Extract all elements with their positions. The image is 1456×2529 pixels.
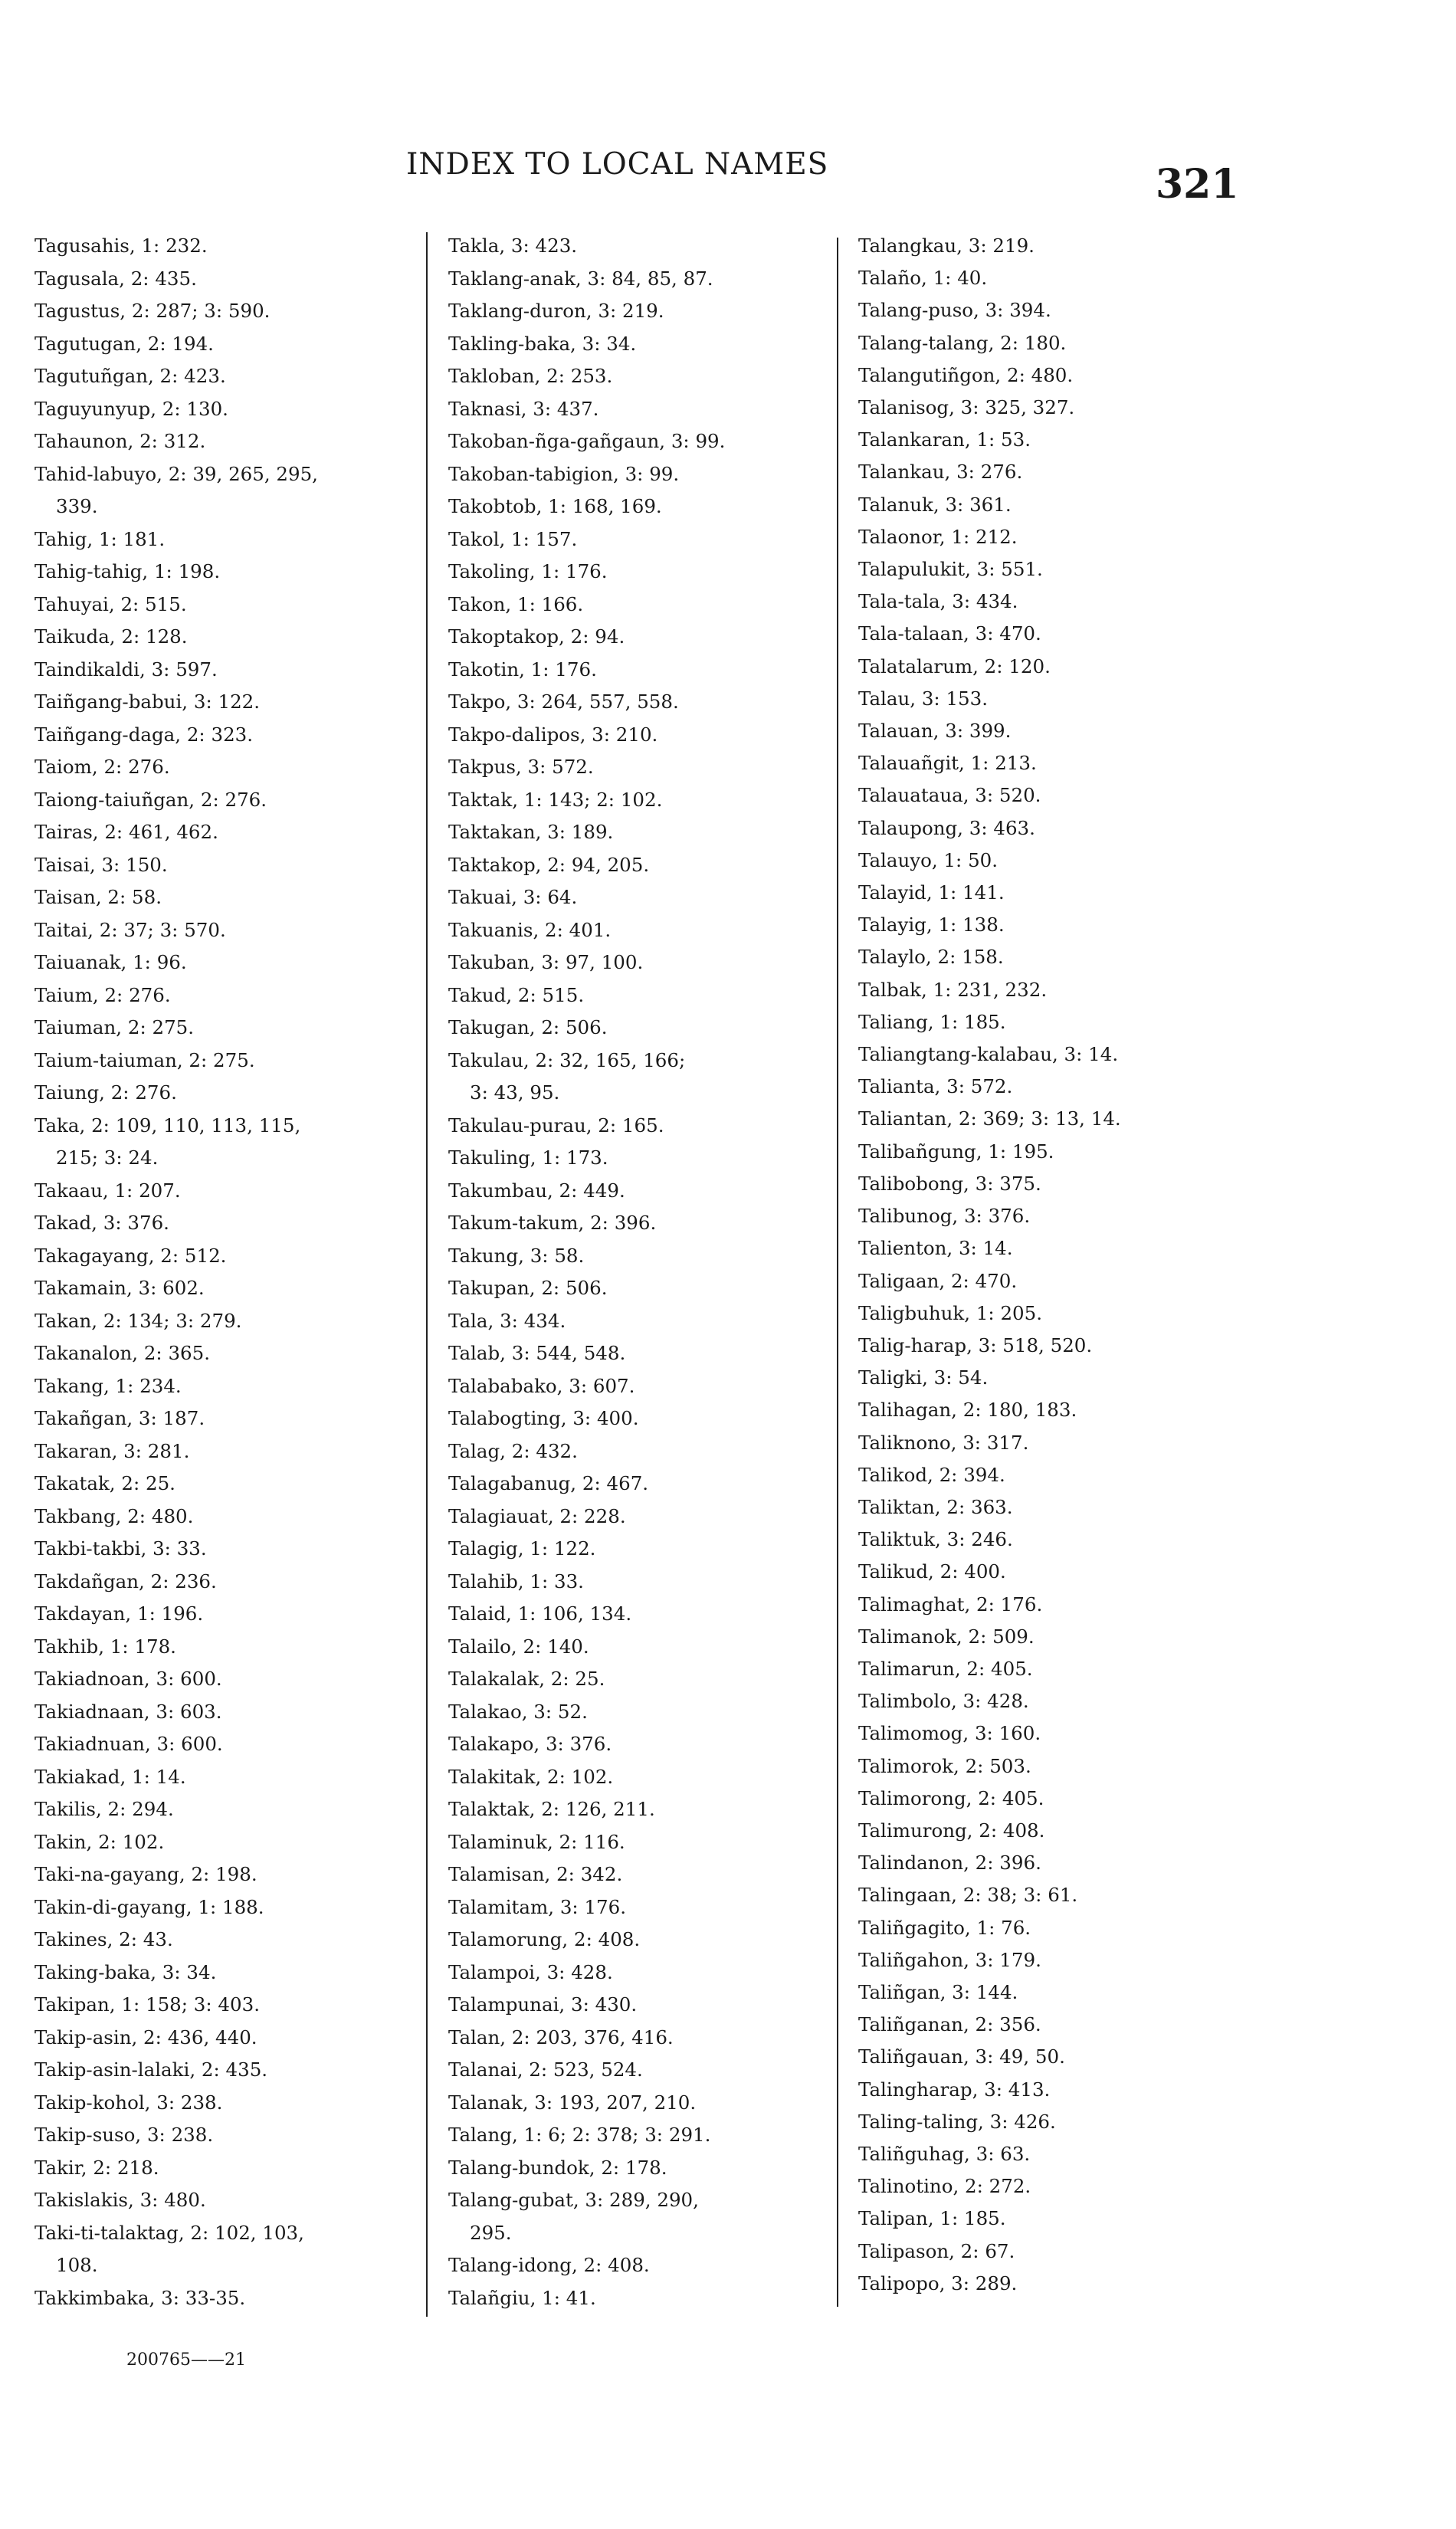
index-entry: Takuling, 1: 173. [448, 1146, 608, 1169]
index-entry: Talangutiñgon, 2: 480. [858, 363, 1074, 386]
index-entry: Talangkau, 3: 219. [858, 235, 1035, 257]
index-entry: Takuanis, 2: 401. [448, 918, 612, 941]
index-entry: Taki-na-gayang, 2: 198. [34, 1863, 257, 1885]
index-entry: Talaktak, 2: 126, 211. [448, 1798, 655, 1820]
index-entry: Tala, 3: 434. [448, 1309, 566, 1332]
index-entry: Takbang, 2: 480. [34, 1504, 194, 1527]
index-entry: Takaau, 1: 207. [34, 1179, 181, 1202]
index-entry: Takol, 1: 157. [448, 527, 578, 550]
index-entry: Talimbolo, 3: 428. [858, 1690, 1029, 1713]
index-entry: Talamorung, 2: 408. [448, 1928, 641, 1950]
index-entry: Taium, 2: 276. [34, 983, 171, 1006]
index-entry: Talagabanug, 2: 467. [448, 1472, 649, 1494]
page-number: 321 [1156, 161, 1239, 208]
index-entry: Takamain, 3: 602. [34, 1277, 205, 1299]
index-entry: Talañgiu, 1: 41. [448, 2286, 596, 2309]
index-entry: Talayig, 1: 138. [858, 914, 1005, 936]
index-entry: 3: 43, 95. [470, 1081, 560, 1104]
index-entry: Taiom, 2: 276. [34, 756, 170, 778]
index-entry: Taindikaldi, 3: 597. [34, 658, 218, 681]
index-entry: Talauataua, 3: 520. [858, 784, 1041, 807]
printer-signature: 200765——21 [126, 2350, 246, 2370]
index-entry: Takulau, 2: 32, 165, 166; [448, 1048, 686, 1071]
index-entry: Takin-di-gayang, 1: 188. [34, 1895, 264, 1918]
index-entry: Talipopo, 3: 289. [858, 2272, 1018, 2294]
index-entry: Talimorong, 2: 405. [858, 1786, 1044, 1809]
index-entry: Talabogting, 3: 400. [448, 1407, 639, 1429]
index-entry: Takip-kohol, 3: 238. [34, 2091, 223, 2114]
index-entry: Takatak, 2: 25. [34, 1472, 175, 1494]
index-entry: Takkimbaka, 3: 33-35. [34, 2286, 246, 2309]
index-entry: Talakao, 3: 52. [448, 1700, 588, 1723]
index-entry: Talau, 3: 153. [858, 687, 989, 710]
index-entry: Tagustus, 2: 287; 3: 590. [34, 300, 271, 322]
index-entry: Tahuyai, 2: 515. [34, 592, 187, 615]
index-entry: Talaid, 1: 106, 134. [448, 1602, 632, 1625]
index-entry: Taliñgagito, 1: 76. [858, 1916, 1031, 1939]
index-entry: Taiñgang-daga, 2: 323. [34, 723, 254, 746]
index-entry: Takipan, 1: 158; 3: 403. [34, 1993, 260, 2016]
index-entry: Talibunog, 3: 376. [858, 1205, 1031, 1228]
index-entry: Taling-taling, 3: 426. [858, 2110, 1056, 2133]
index-entry: Takpo, 3: 264, 557, 558. [448, 690, 679, 713]
index-entry: Taliangtang-kalabau, 3: 14. [858, 1043, 1119, 1066]
index-entry: Taikuda, 2: 128. [34, 625, 188, 648]
index-entry: Talikod, 2: 394. [858, 1463, 1005, 1486]
index-entry: Takad, 3: 376. [34, 1212, 169, 1234]
index-entry: Talig-harap, 3: 518, 520. [858, 1333, 1093, 1356]
index-entry: Takañgan, 3: 187. [34, 1407, 205, 1429]
index-entry: Taligbuhuk, 1: 205. [858, 1301, 1043, 1324]
index-entry: Taktak, 1: 143; 2: 102. [448, 788, 663, 811]
index-entry: Takumbau, 2: 449. [448, 1179, 625, 1202]
index-entry: Taking-baka, 3: 34. [34, 1960, 217, 1983]
index-entry: Tahig-tahig, 1: 198. [34, 560, 221, 582]
index-entry: Talipan, 1: 185. [858, 2207, 1006, 2230]
index-entry: Taiñgang-babui, 3: 122. [34, 690, 261, 713]
index-entry: Tahid-labuyo, 2: 39, 265, 295, [34, 462, 318, 485]
index-entry: Talakitak, 2: 102. [448, 1765, 614, 1788]
index-entry: Talamisan, 2: 342. [448, 1863, 623, 1885]
index-entry: Talaminuk, 2: 116. [448, 1830, 625, 1853]
index-entry: Tagusala, 2: 435. [34, 267, 197, 290]
index-entry: Talan, 2: 203, 376, 416. [448, 2025, 674, 2048]
index-entry: Talimorok, 2: 503. [858, 1754, 1031, 1777]
index-entry: Talakapo, 3: 376. [448, 1733, 612, 1755]
index-entry: Takip-suso, 3: 238. [34, 2124, 214, 2146]
index-entry: Tairas, 2: 461, 462. [34, 821, 218, 843]
index-entry: Takilis, 2: 294. [34, 1798, 174, 1820]
index-entry: Talang-idong, 2: 408. [448, 2254, 650, 2276]
index-entry: Takiakad, 1: 14. [34, 1765, 186, 1788]
index-entry: Talahib, 1: 33. [448, 1570, 584, 1593]
index-column-3 [858, 230, 1249, 2300]
index-entry: Talimurong, 2: 408. [858, 1819, 1045, 1842]
index-entry: Takulau-purau, 2: 165. [448, 1114, 664, 1137]
index-entry: Takla, 3: 423. [448, 235, 578, 257]
index-entry: Talaño, 1: 40. [858, 267, 988, 290]
index-entry: Tagusahis, 1: 232. [34, 235, 208, 257]
index-entry: Takir, 2: 218. [34, 2156, 159, 2179]
index-entry: 108. [56, 2254, 98, 2276]
index-entry: Talayid, 1: 141. [858, 881, 1005, 904]
column-divider [837, 238, 838, 2307]
index-entry: Taiong-taiuñgan, 2: 276. [34, 788, 267, 811]
index-entry: Talingharap, 3: 413. [858, 2078, 1051, 2101]
index-entry: Talbak, 1: 231, 232. [858, 978, 1048, 1001]
index-entry: Taki-ti-talaktag, 2: 102, 103, [34, 2221, 304, 2244]
index-entry: Talankaran, 1: 53. [858, 428, 1031, 451]
index-entry: Taguyunyup, 2: 130. [34, 397, 228, 420]
index-entry: Taliñgan, 3: 144. [858, 1980, 1018, 2003]
index-entry: Takines, 2: 43. [34, 1928, 173, 1950]
index-entry: Talanai, 2: 523, 524. [448, 2058, 643, 2081]
index-entry: Talanuk, 3: 361. [858, 493, 1012, 516]
index-entry: Takpus, 3: 572. [448, 756, 594, 778]
index-entry: Takpo-dalipos, 3: 210. [448, 723, 658, 746]
index-entry: Taiuanak, 1: 96. [34, 951, 187, 973]
index-entry: Takdañgan, 2: 236. [34, 1570, 217, 1593]
index-entry: Takang, 1: 234. [34, 1374, 182, 1397]
index-entry: Talingaan, 2: 38; 3: 61. [858, 1884, 1078, 1907]
index-entry: Talababako, 3: 607. [448, 1374, 635, 1397]
index-entry: Takugan, 2: 506. [448, 1016, 608, 1038]
index-entry: 339. [56, 495, 98, 517]
index-entry: Takiadnoan, 3: 600. [34, 1668, 222, 1690]
index-entry: Talankau, 3: 276. [858, 461, 1023, 484]
index-entry: 215; 3: 24. [56, 1146, 159, 1169]
index-entry: Talampoi, 3: 428. [448, 1960, 613, 1983]
index-entry: Takagayang, 2: 512. [34, 1244, 227, 1267]
index-entry: Talagiauat, 2: 228. [448, 1504, 626, 1527]
index-entry: Takloban, 2: 253. [448, 365, 613, 387]
index-entry: Talindanon, 2: 396. [858, 1852, 1041, 1875]
index-entry: Takum-takum, 2: 396. [448, 1212, 657, 1234]
index-entry: Talagig, 1: 122. [448, 1537, 596, 1560]
index-entry: Talipason, 2: 67. [858, 2239, 1015, 2262]
index-entry: Tahaunon, 2: 312. [34, 430, 206, 452]
index-entry: Takiadnuan, 3: 600. [34, 1733, 223, 1755]
index-entry: Talaonor, 1: 212. [858, 525, 1018, 548]
index-entry: Taisai, 3: 150. [34, 853, 168, 876]
index-entry: Takling-baka, 3: 34. [448, 332, 637, 355]
index-entry: Talang, 1: 6; 2: 378; 3: 291. [448, 2124, 711, 2146]
index-entry: Talianta, 3: 572. [858, 1075, 1013, 1098]
index-entry: Takhib, 1: 178. [34, 1635, 176, 1658]
index-entry: Takud, 2: 515. [448, 983, 585, 1006]
index-entry: Talauañgit, 1: 213. [858, 752, 1037, 775]
index-entry: Takuban, 3: 97, 100. [448, 951, 644, 973]
index-column-2 [448, 230, 847, 2314]
page-header [0, 130, 1456, 215]
index-entry: Talihagan, 2: 180, 183. [858, 1399, 1077, 1422]
index-entry: Tala-tala, 3: 434. [858, 590, 1018, 613]
index-entry: Taklang-anak, 3: 84, 85, 87. [448, 267, 713, 290]
index-entry: Taka, 2: 109, 110, 113, 115, [34, 1114, 301, 1137]
index-entry: Talimarun, 2: 405. [858, 1657, 1033, 1680]
index-entry: Taktakan, 3: 189. [448, 821, 614, 843]
index-entry: Taliñguhag, 3: 63. [858, 2142, 1031, 2165]
index-entry: Talapulukit, 3: 551. [858, 558, 1043, 581]
column-divider [426, 232, 428, 2317]
index-entry: Taligaan, 2: 470. [858, 1269, 1018, 1292]
index-entry: Takoban-tabigion, 3: 99. [448, 462, 680, 485]
index-entry: Talampunai, 3: 430. [448, 1993, 638, 2016]
index-entry: Talaylo, 2: 158. [858, 946, 1004, 969]
index-entry: Talimaghat, 2: 176. [858, 1593, 1043, 1615]
index-entry: Takiadnaan, 3: 603. [34, 1700, 222, 1723]
index-entry: Tagutuñgan, 2: 423. [34, 365, 226, 387]
index-entry: Takoban-ñga-gañgaun, 3: 99. [448, 430, 726, 452]
index-entry: Taliñganan, 2: 356. [858, 2013, 1041, 2036]
running-head: INDEX TO LOCAL NAMES [406, 147, 829, 182]
index-entry: Taliktan, 2: 363. [858, 1495, 1013, 1518]
index-entry: Taiung, 2: 276. [34, 1081, 177, 1104]
index-entry: Takoptakop, 2: 94. [448, 625, 625, 648]
index-entry: Takotin, 1: 176. [448, 658, 597, 681]
index-entry: Talienton, 3: 14. [858, 1237, 1013, 1260]
index-entry: Takislakis, 3: 480. [34, 2189, 206, 2211]
index-entry: Takip-asin, 2: 436, 440. [34, 2025, 257, 2048]
index-entry: Taitai, 2: 37; 3: 570. [34, 918, 226, 941]
index-entry: Taliknono, 3: 317. [858, 1431, 1029, 1454]
index-entry: Talang-bundok, 2: 178. [448, 2156, 667, 2179]
index-entry: Talikud, 2: 400. [858, 1560, 1006, 1583]
index-entry: Taktakop, 2: 94, 205. [448, 853, 650, 876]
index-entry: Taiuman, 2: 275. [34, 1016, 195, 1038]
index-entry: Talatalarum, 2: 120. [858, 654, 1051, 677]
index-entry: Talanak, 3: 193, 207, 210. [448, 2091, 697, 2114]
index-entry: Takupan, 2: 506. [448, 1277, 608, 1299]
index-entry: Taisan, 2: 58. [34, 886, 162, 908]
index-entry: Tala-talaan, 3: 470. [858, 622, 1041, 645]
index-entry: Talaupong, 3: 463. [858, 816, 1035, 839]
index-entry: Taknasi, 3: 437. [448, 397, 599, 420]
index-entry: Takaran, 3: 281. [34, 1439, 190, 1462]
index-entry: Takin, 2: 102. [34, 1830, 165, 1853]
index-entry: Taklang-duron, 3: 219. [448, 300, 664, 322]
index-entry: Talibobong, 3: 375. [858, 1172, 1041, 1195]
index-entry: Talauyo, 1: 50. [858, 848, 999, 871]
index-column-1 [34, 230, 418, 2314]
index-entry: Talimanok, 2: 509. [858, 1625, 1035, 1648]
index-entry: Takobtob, 1: 168, 169. [448, 495, 662, 517]
index-entry: Takdayan, 1: 196. [34, 1602, 204, 1625]
index-entry: Takan, 2: 134; 3: 279. [34, 1309, 242, 1332]
index-entry: Talab, 3: 544, 548. [448, 1342, 626, 1364]
index-entry: Talang-talang, 2: 180. [858, 331, 1067, 354]
index-entry: Taliñgahon, 3: 179. [858, 1948, 1041, 1971]
index-entry: Talanisog, 3: 325, 327. [858, 396, 1075, 419]
index-entry: 295. [470, 2221, 512, 2244]
index-entry: Taliang, 1: 185. [858, 1010, 1006, 1033]
index-entry: Talibañgung, 1: 195. [858, 1140, 1054, 1163]
index-entry: Talailo, 2: 140. [448, 1635, 589, 1658]
index-entry: Takip-asin-lalaki, 2: 435. [34, 2058, 268, 2081]
index-entry: Takon, 1: 166. [448, 592, 584, 615]
index-entry: Taliñgauan, 3: 49, 50. [858, 2045, 1065, 2068]
index-entry: Talamitam, 3: 176. [448, 1895, 626, 1918]
index-entry: Talauan, 3: 399. [858, 720, 1012, 743]
index-entry: Takbi-takbi, 3: 33. [34, 1537, 207, 1560]
index-entry: Takung, 3: 58. [448, 1244, 585, 1267]
index-entry: Taliktuk, 3: 246. [858, 1528, 1013, 1551]
index-entry: Takuai, 3: 64. [448, 886, 578, 908]
index-entry: Talang-gubat, 3: 289, 290, [448, 2189, 699, 2211]
index-entry: Talang-puso, 3: 394. [858, 299, 1051, 322]
index-entry: Talinotino, 2: 272. [858, 2175, 1031, 2198]
index-entry: Taliantan, 2: 369; 3: 13, 14. [858, 1107, 1121, 1130]
index-entry: Talimomog, 3: 160. [858, 1722, 1041, 1745]
index-entry: Tahig, 1: 181. [34, 527, 166, 550]
index-entry: Talakalak, 2: 25. [448, 1668, 605, 1690]
index-entry: Talag, 2: 432. [448, 1439, 578, 1462]
index-entry: Tagutugan, 2: 194. [34, 332, 214, 355]
index-entry: Takanalon, 2: 365. [34, 1342, 211, 1364]
index-entry: Takoling, 1: 176. [448, 560, 608, 582]
index-entry: Taium-taiuman, 2: 275. [34, 1048, 255, 1071]
index-entry: Taligki, 3: 54. [858, 1366, 989, 1389]
